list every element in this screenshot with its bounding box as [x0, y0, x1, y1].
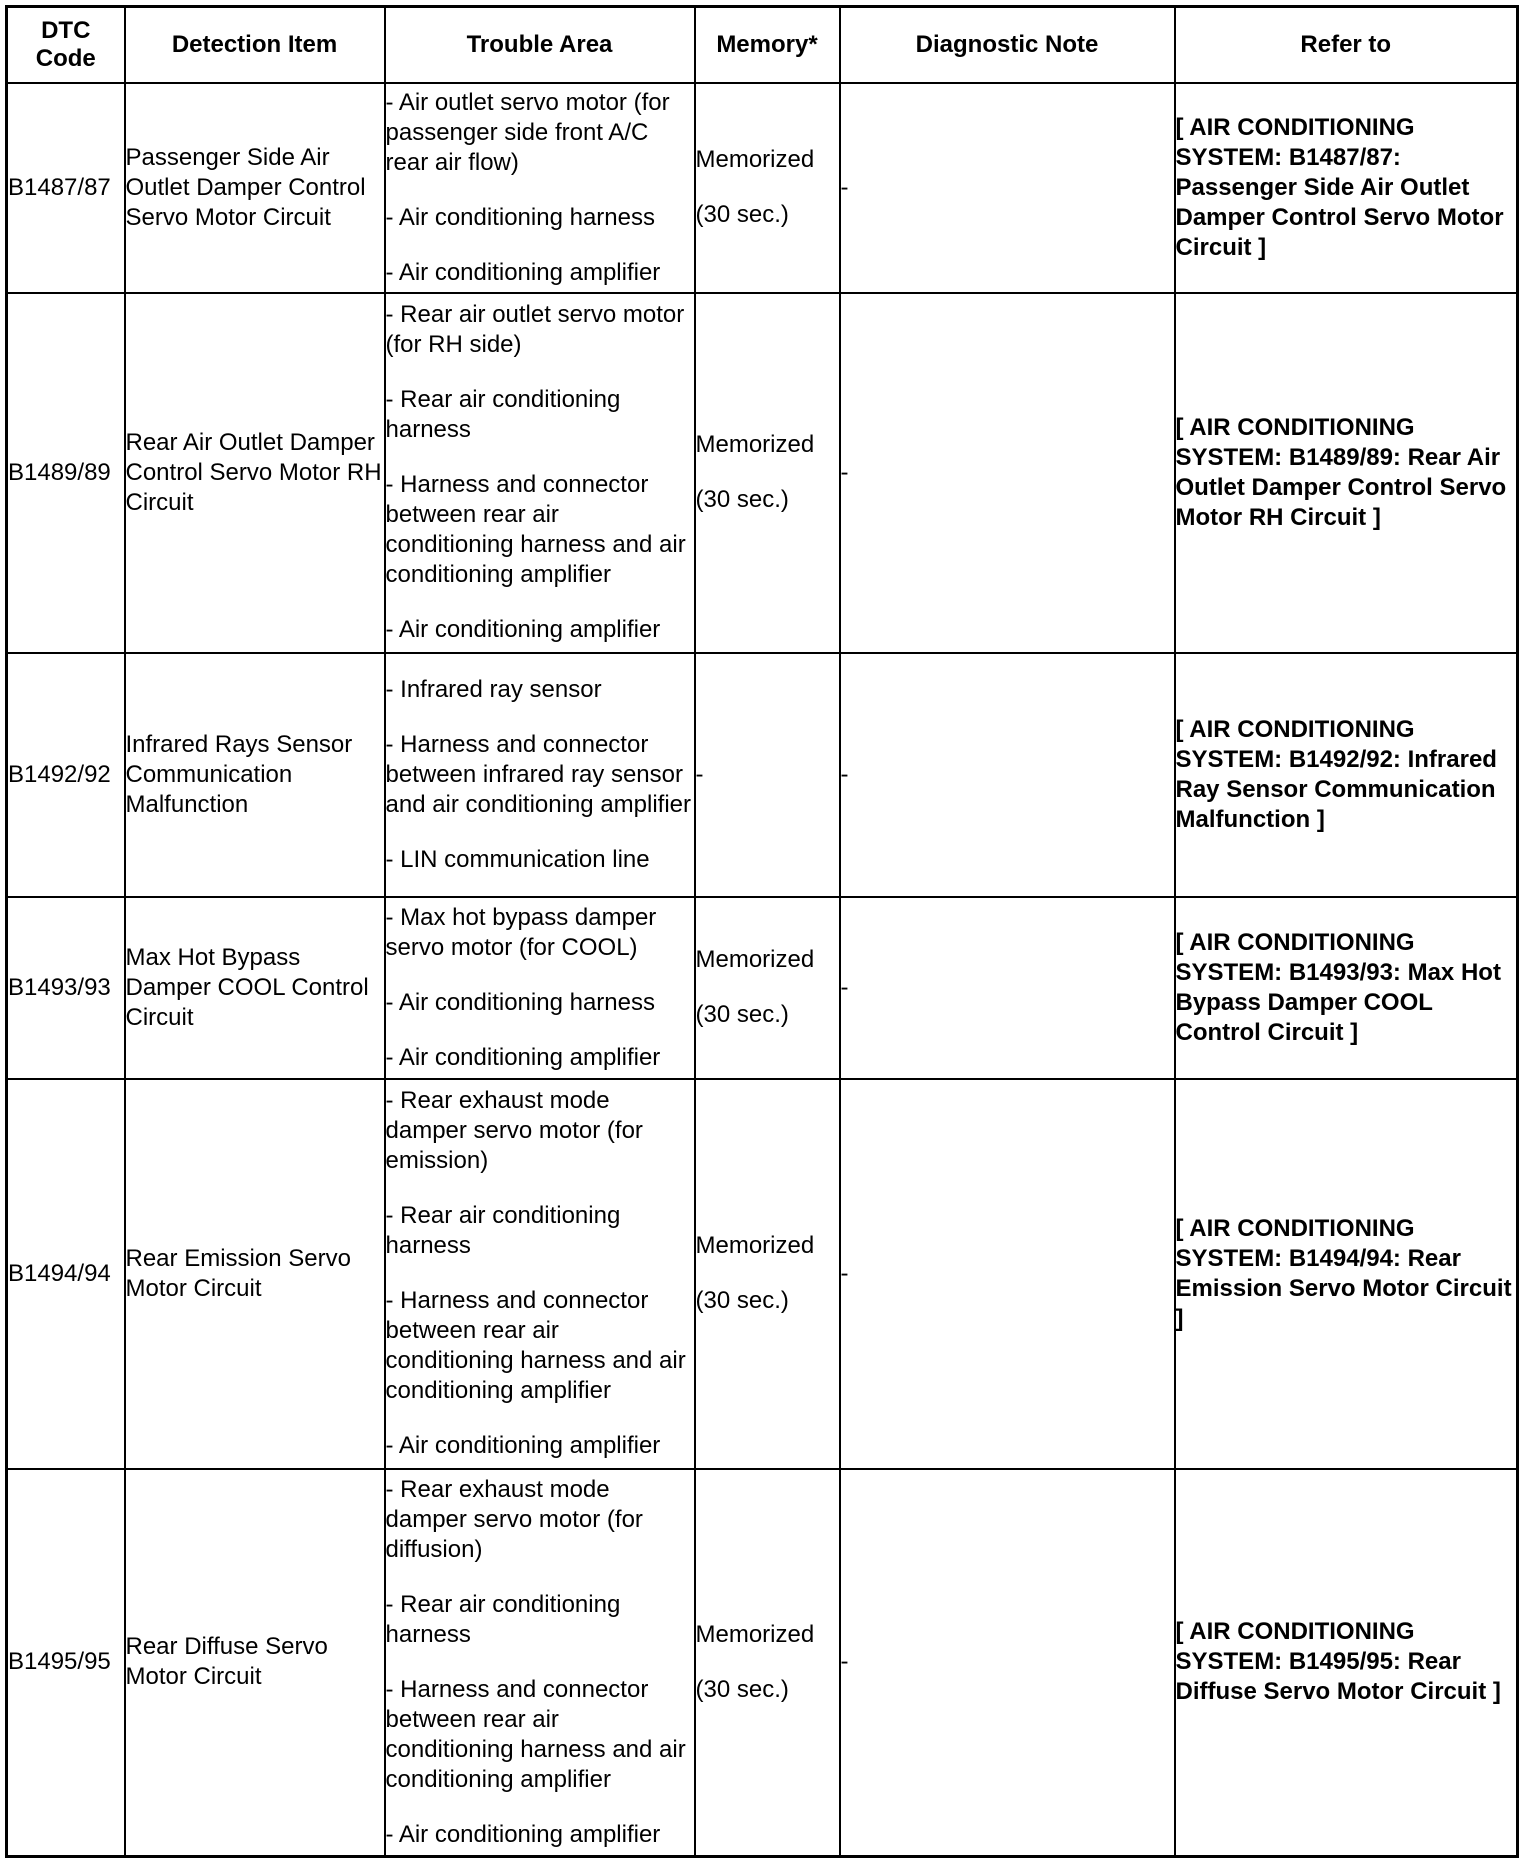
table-row — [7, 83, 1518, 293]
table-row — [7, 293, 1518, 653]
diagnostic-note-cell: - — [840, 83, 1175, 293]
detection-item-cell: Rear Diffuse Servo Motor Circuit — [125, 1469, 385, 1857]
trouble-area-item: - Harness and connector between infrared ray sensor and air conditioning amplifier — [385, 730, 692, 818]
trouble-area-item: - Air outlet servo motor (for passenger side front A/C rear air flow) — [385, 88, 670, 176]
memory-cell — [695, 897, 840, 1079]
refer-to-cell: [ AIR CONDITIONING SYSTEM: B1489/89: Rear Air Outlet Damper Control Servo Motor RH Circuit ] — [1175, 293, 1518, 653]
trouble-area-cell — [385, 653, 695, 897]
trouble-area-cell — [385, 293, 695, 653]
diagnostic-note-cell: - — [840, 293, 1175, 653]
trouble-area-item: - Rear air outlet servo motor (for RH side) — [385, 301, 685, 358]
header-detection-item: Detection Item — [125, 7, 385, 83]
trouble-area-cell — [385, 83, 695, 293]
detection-item-cell: Rear Air Outlet Damper Control Servo Motor RH Circuit — [125, 293, 385, 653]
memory-cell — [695, 1079, 840, 1469]
memory-line: (30 sec.) — [695, 486, 789, 513]
dtc-code-cell: B1493/93 — [7, 897, 125, 1079]
detection-item-cell: Rear Emission Servo Motor Circuit — [125, 1079, 385, 1469]
memory-cell — [695, 1469, 840, 1857]
table-body — [7, 83, 1518, 1857]
trouble-area-item: - Air conditioning amplifier — [385, 1043, 661, 1071]
trouble-area-cell — [385, 1469, 695, 1857]
memory-line: (30 sec.) — [695, 201, 789, 228]
header-dtc-code-line1: DTC — [41, 16, 91, 44]
trouble-area-item: - Harness and connector between rear air conditioning harness and air conditioning amplifier — [385, 1675, 686, 1793]
header-diagnostic-note: Diagnostic Note — [840, 7, 1175, 83]
dtc-code-cell: B1494/94 — [7, 1079, 125, 1469]
table-row — [7, 897, 1518, 1079]
detection-item-cell: Passenger Side Air Outlet Damper Control Servo Motor Circuit — [125, 83, 385, 293]
trouble-area-item: - Max hot bypass damper servo motor (for COOL) — [385, 903, 657, 961]
trouble-area-cell — [385, 897, 695, 1079]
trouble-area-item: - Air conditioning amplifier — [385, 258, 661, 286]
dtc-table — [5, 5, 1519, 1858]
trouble-area-item: - Rear exhaust mode damper servo motor (for emission) — [385, 1087, 643, 1174]
diagnostic-note-cell: - — [840, 897, 1175, 1079]
diagnostic-note-cell: - — [840, 1469, 1175, 1857]
trouble-area-item: - Air conditioning harness — [385, 988, 655, 1016]
diagnostic-note-cell: - — [840, 1079, 1175, 1469]
table-row — [7, 653, 1518, 897]
trouble-area-item: - Rear air conditioning harness — [385, 1590, 621, 1648]
header-dtc-code — [7, 7, 125, 83]
refer-to-cell: [ AIR CONDITIONING SYSTEM: B1493/93: Max Hot Bypass Damper COOL Control Circuit ] — [1175, 897, 1518, 1079]
header-refer-to: Refer to — [1175, 7, 1518, 83]
memory-cell — [695, 83, 840, 293]
trouble-area-item: - Rear exhaust mode damper servo motor (for diffusion) — [385, 1475, 643, 1563]
dtc-code-cell: B1487/87 — [7, 83, 125, 293]
refer-to-cell: [ AIR CONDITIONING SYSTEM: B1492/92: Infrared Ray Sensor Communication Malfunction ] — [1175, 653, 1518, 897]
dtc-code-cell: B1495/95 — [7, 1469, 125, 1857]
memory-line: Memorized — [695, 946, 815, 973]
header-dtc-code-line2: Code — [35, 44, 96, 72]
memory-line: (30 sec.) — [695, 1675, 789, 1703]
memory-cell — [695, 653, 840, 897]
trouble-area-item: - Harness and connector between rear air conditioning harness and air conditioning amplifier — [385, 471, 686, 588]
table-row — [7, 1469, 1518, 1857]
memory-line: (30 sec.) — [695, 1287, 789, 1314]
trouble-area-item: - Air conditioning harness — [385, 203, 655, 231]
detection-item-cell: Infrared Rays Sensor Communication Malfunction — [125, 653, 385, 897]
trouble-area-cell — [385, 1079, 695, 1469]
header-memory: Memory* — [695, 7, 840, 83]
memory-line: Memorized — [695, 1232, 815, 1259]
refer-to-cell: [ AIR CONDITIONING SYSTEM: B1487/87: Passenger Side Air Outlet Damper Control Servo Motor Circuit ] — [1175, 83, 1518, 293]
memory-line: (30 sec.) — [695, 1001, 789, 1028]
trouble-area-item: - Harness and connector between rear air conditioning harness and air conditioning amplifier — [385, 1287, 686, 1404]
trouble-area-item: - Air conditioning amplifier — [385, 1820, 661, 1848]
diagnostic-note-cell: - — [840, 653, 1175, 897]
table-row — [7, 1079, 1518, 1469]
memory-line: Memorized — [695, 146, 815, 173]
dtc-code-cell: B1492/92 — [7, 653, 125, 897]
refer-to-cell: [ AIR CONDITIONING SYSTEM: B1494/94: Rear Emission Servo Motor Circuit ] — [1175, 1079, 1518, 1469]
trouble-area-item: - Rear air conditioning harness — [385, 1202, 621, 1259]
memory-cell — [695, 293, 840, 653]
trouble-area-item: - Infrared ray sensor — [385, 675, 602, 703]
memory-line: Memorized — [695, 1620, 815, 1648]
trouble-area-item: - Air conditioning amplifier — [385, 616, 661, 643]
detection-item-cell: Max Hot Bypass Damper COOL Control Circuit — [125, 897, 385, 1079]
trouble-area-item: - Rear air conditioning harness — [385, 386, 621, 443]
header-trouble-area: Trouble Area — [385, 7, 695, 83]
memory-line: Memorized — [695, 431, 815, 458]
memory-line: - — [695, 760, 704, 788]
dtc-code-cell: B1489/89 — [7, 293, 125, 653]
refer-to-cell: [ AIR CONDITIONING SYSTEM: B1495/95: Rear Diffuse Servo Motor Circuit ] — [1175, 1469, 1518, 1857]
trouble-area-item: - Air conditioning amplifier — [385, 1432, 661, 1459]
header-row — [7, 7, 1518, 83]
trouble-area-item: - LIN communication line — [385, 845, 650, 873]
